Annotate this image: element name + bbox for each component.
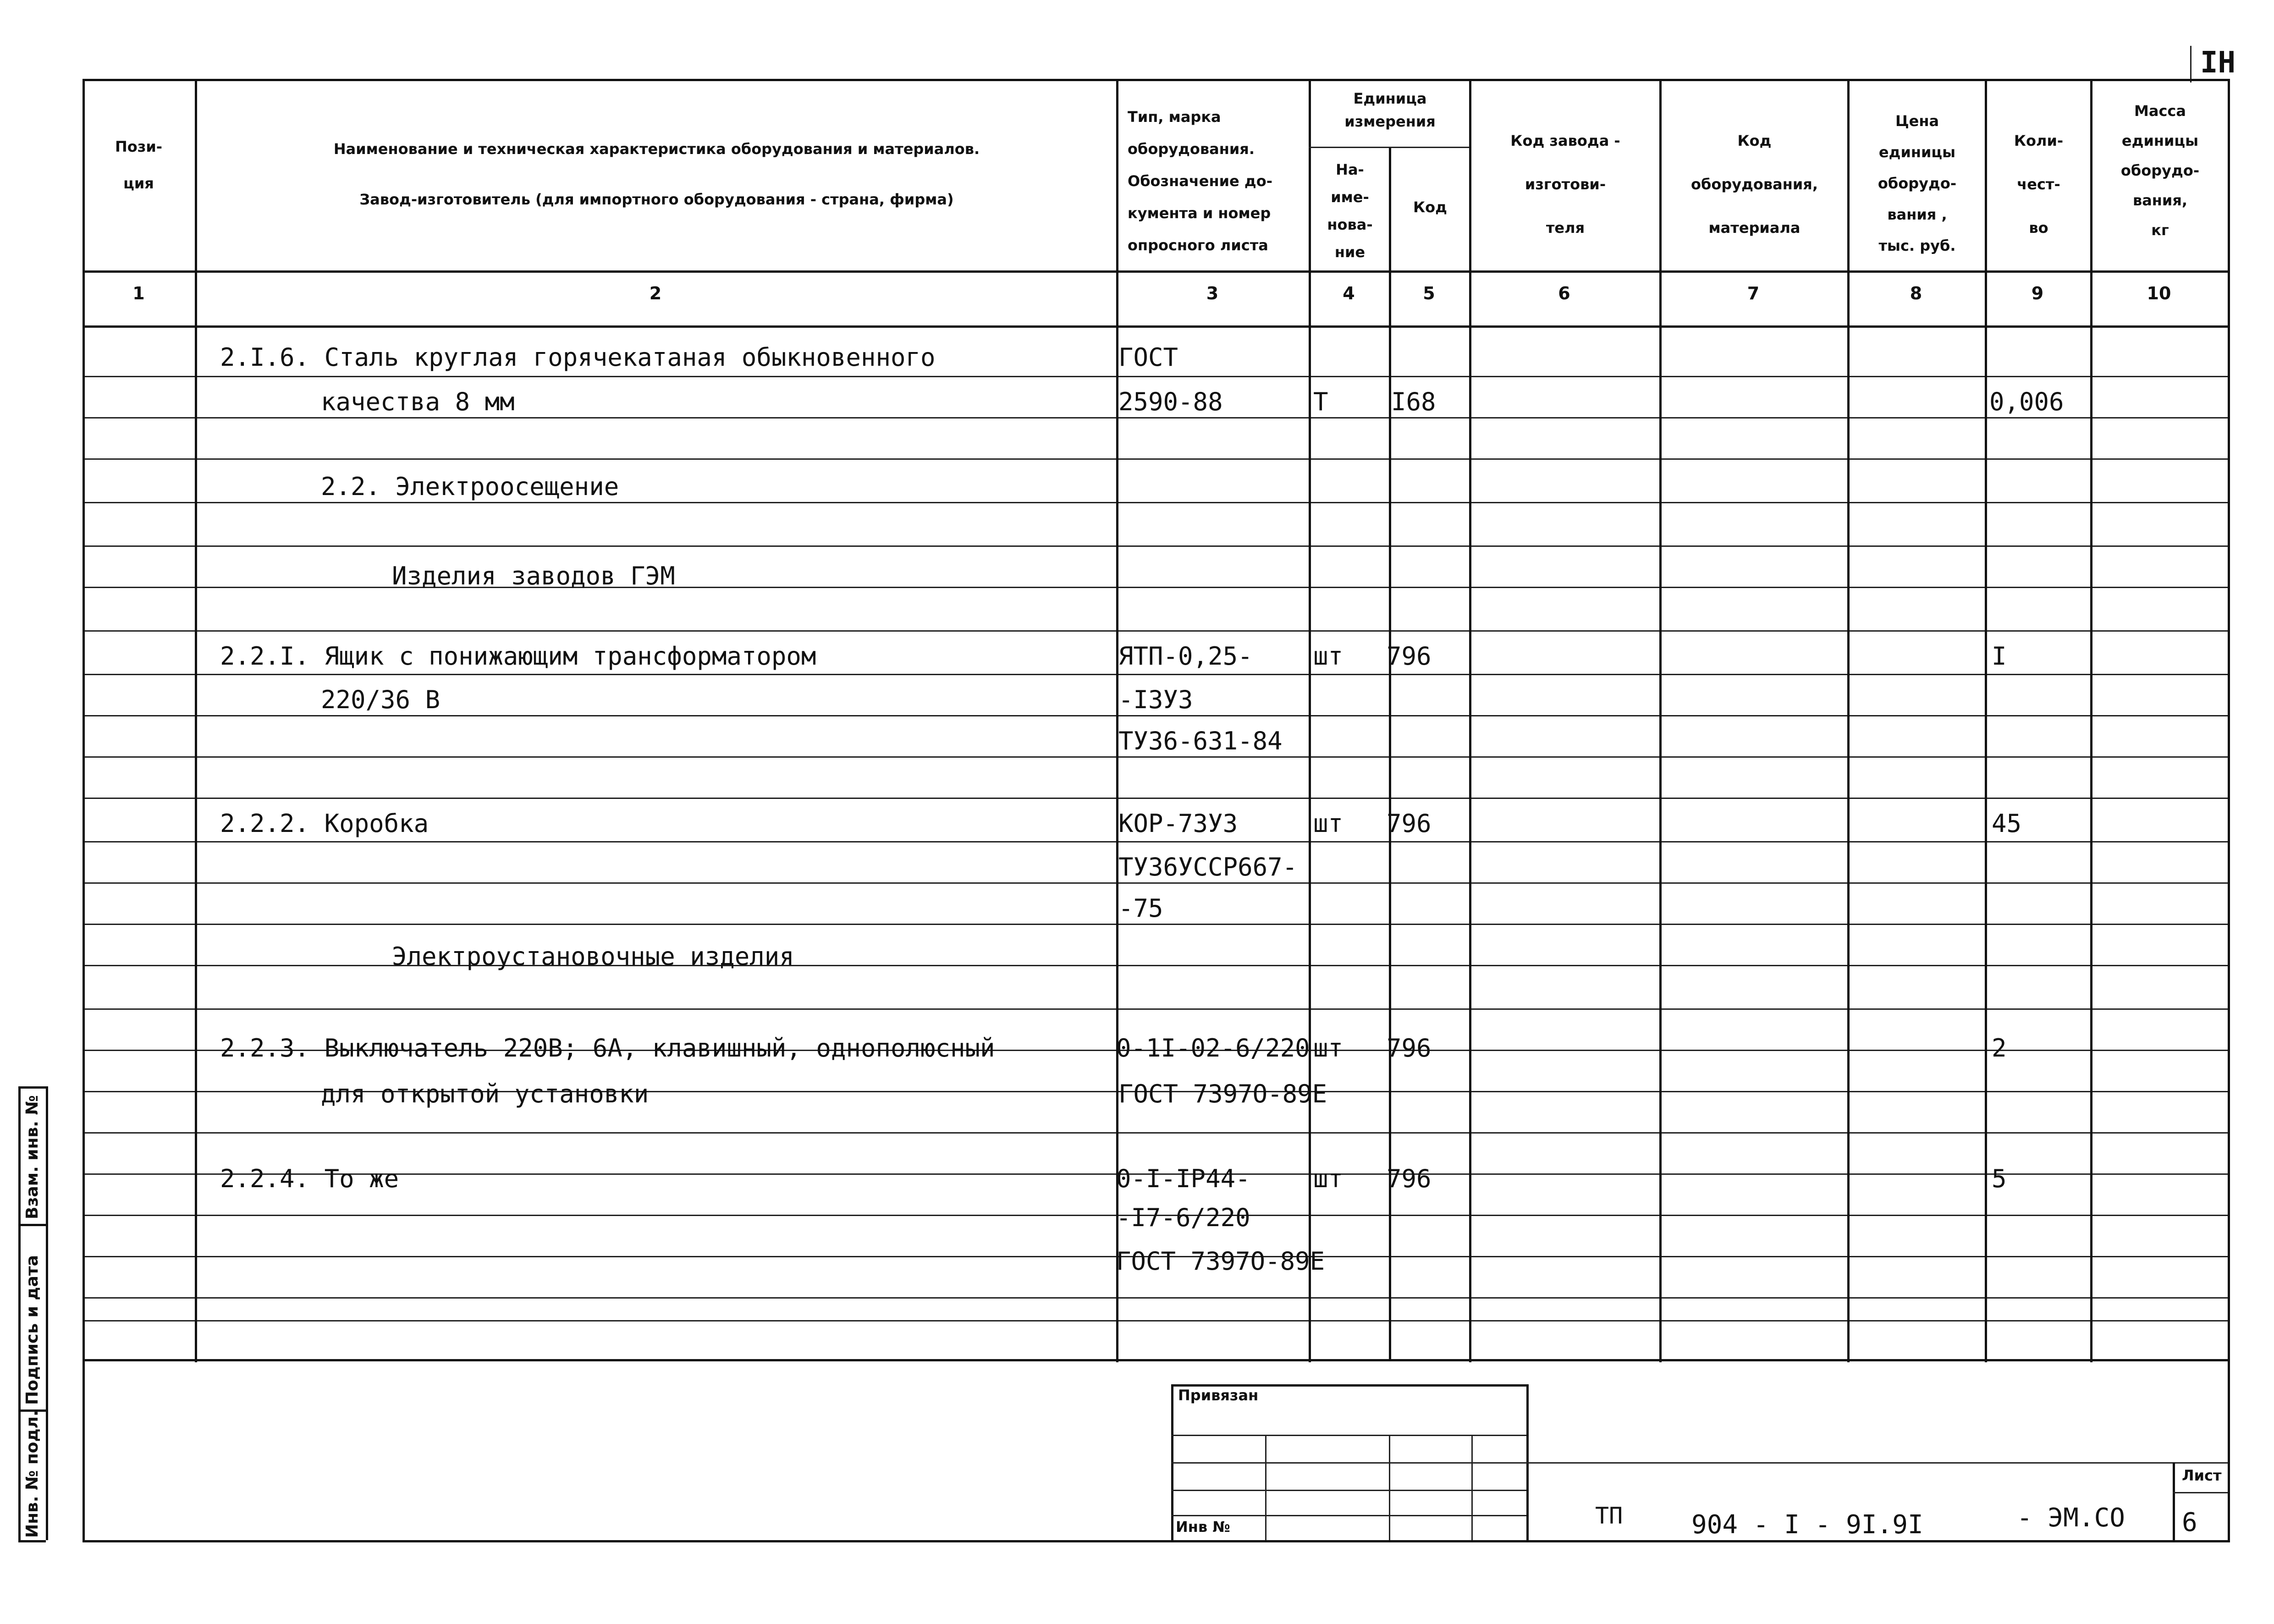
subsection-installation: Электроустановочные изделия — [392, 942, 794, 971]
item-2-1-6-unit: Т — [1313, 387, 1328, 416]
col-number-8: 8 — [1910, 283, 1922, 303]
section-2-2-title: 2.2. Электроосещение — [321, 472, 619, 501]
item-2-2-4-name: 2.2.4. То же — [220, 1164, 399, 1193]
stamp-privyazan: Привязан — [1178, 1387, 1259, 1404]
header-col2: Наименование и техническая характеристика оборудования и материалов. Завод-изготовитель (для импортного оборудования - страна, фирма) — [333, 140, 980, 208]
item-2-2-2-type: КОР-73У3 — [1118, 809, 1238, 838]
header-col5: Код — [1413, 198, 1447, 216]
item-2-2-3-name-cont: для открытой установки — [321, 1079, 649, 1108]
stamp-inv-no: Инв № — [1176, 1518, 1230, 1536]
item-2-2-3-type: 0-1I-02-6/220 — [1116, 1034, 1310, 1062]
item-2-2-1-type-cont: -I3У3 — [1118, 685, 1193, 714]
subsection-gem: Изделия заводов ГЭМ — [392, 562, 675, 590]
item-2-2-1-type: ЯТП-0,25- — [1118, 642, 1253, 671]
item-2-1-6-unit-code: I68 — [1391, 387, 1436, 416]
col-number-4: 4 — [1343, 283, 1355, 303]
item-2-2-3-standard: ГОСТ 7397О-89Е — [1118, 1079, 1327, 1108]
stamp-doc-suffix: - ЭМ.СО — [2017, 1503, 2125, 1533]
item-2-2-2-qty: 45 — [1992, 809, 2022, 838]
item-2-2-4-type: 0-I-IP44- — [1116, 1164, 1250, 1193]
stamp-list-number: 6 — [2182, 1508, 2197, 1537]
col-number-5: 5 — [1423, 283, 1435, 303]
item-2-2-4-type-cont: -I7-6/220 — [1116, 1203, 1250, 1232]
col-number-10: 10 — [2147, 283, 2171, 303]
item-2-2-1-qty: I — [1992, 642, 2007, 671]
col-number-3: 3 — [1206, 283, 1219, 303]
stamp-tp: ТП — [1595, 1503, 1623, 1529]
item-2-1-6-name-cont: качества 8 мм — [321, 387, 515, 416]
header-unit-group: Единица измерения — [1344, 90, 1436, 130]
stamp-list-label: Лист — [2182, 1467, 2222, 1484]
item-2-1-6-name: 2.I.6. Сталь круглая горячекатаная обыкновенного — [220, 343, 936, 372]
header-col4: На- име- нова- ние — [1327, 161, 1373, 261]
header-col8: Цена единицы оборудо- вания , тыс. руб. — [1878, 112, 1957, 254]
item-2-2-2-unit: шт — [1313, 809, 1343, 838]
col-number-1: 1 — [132, 283, 145, 303]
header-col1: Пози- ция — [115, 138, 163, 192]
item-2-2-4-unit-code: 796 — [1387, 1164, 1432, 1193]
item-2-2-1-name: 2.2.I. Ящик с понижающим трансформатором — [220, 642, 816, 671]
side-label-inv-podl: Инв. № подл. — [23, 1410, 42, 1538]
col-number-2: 2 — [649, 283, 662, 303]
item-2-2-1-name-cont: 220/36 В — [321, 685, 440, 714]
item-2-2-2-standard-cont: -75 — [1118, 894, 1163, 923]
item-2-2-3-qty: 2 — [1992, 1034, 2007, 1062]
item-2-1-6-qty: 0,006 — [1989, 387, 2064, 416]
side-label-signature-date: Подпись и дата — [23, 1255, 42, 1405]
header-col6: Код завода - изготови- теля — [1510, 132, 1620, 237]
sheet-mark: IH — [2200, 46, 2236, 80]
item-2-2-2-name: 2.2.2. Коробка — [220, 809, 429, 838]
stamp-doc-number: 904 - I - 9I.9I — [1691, 1510, 1923, 1540]
header-col10: Масса единицы оборудо- вания, кг — [2120, 102, 2200, 239]
col-number-9: 9 — [2031, 283, 2044, 303]
item-2-1-6-type: ГОСТ — [1118, 343, 1178, 372]
corner-tick — [2190, 46, 2191, 83]
item-2-2-4-standard: ГОСТ 7397О-89Е — [1116, 1247, 1325, 1276]
col-number-7: 7 — [1747, 283, 1760, 303]
item-2-2-4-qty: 5 — [1992, 1164, 2007, 1193]
item-2-2-3-name: 2.2.3. Выключатель 220В; 6А, клавишный, однополюсный — [220, 1034, 995, 1062]
header-col3: Тип, марка оборудования. Обозначение до- кумента и номер опросного листа — [1128, 108, 1272, 254]
item-2-1-6-standard: 2590-88 — [1118, 387, 1223, 416]
item-2-2-4-unit: шт — [1313, 1164, 1343, 1193]
side-label-vzam-inv: Взам. инв. № — [23, 1095, 42, 1219]
item-2-2-3-unit: шт — [1313, 1034, 1343, 1062]
header-col7: Код оборудования, материала — [1691, 132, 1818, 237]
item-2-2-1-unit: шт — [1313, 642, 1343, 671]
item-2-2-2-standard: ТУ36УССР667- — [1118, 853, 1298, 881]
col-number-6: 6 — [1558, 283, 1570, 303]
header-col9: Коли- чест- во — [2014, 132, 2064, 237]
item-2-2-3-unit-code: 796 — [1387, 1034, 1432, 1062]
item-2-2-1-standard: ТУ36-631-84 — [1118, 727, 1283, 755]
item-2-2-1-unit-code: 796 — [1387, 642, 1432, 671]
item-2-2-2-unit-code: 796 — [1387, 809, 1432, 838]
